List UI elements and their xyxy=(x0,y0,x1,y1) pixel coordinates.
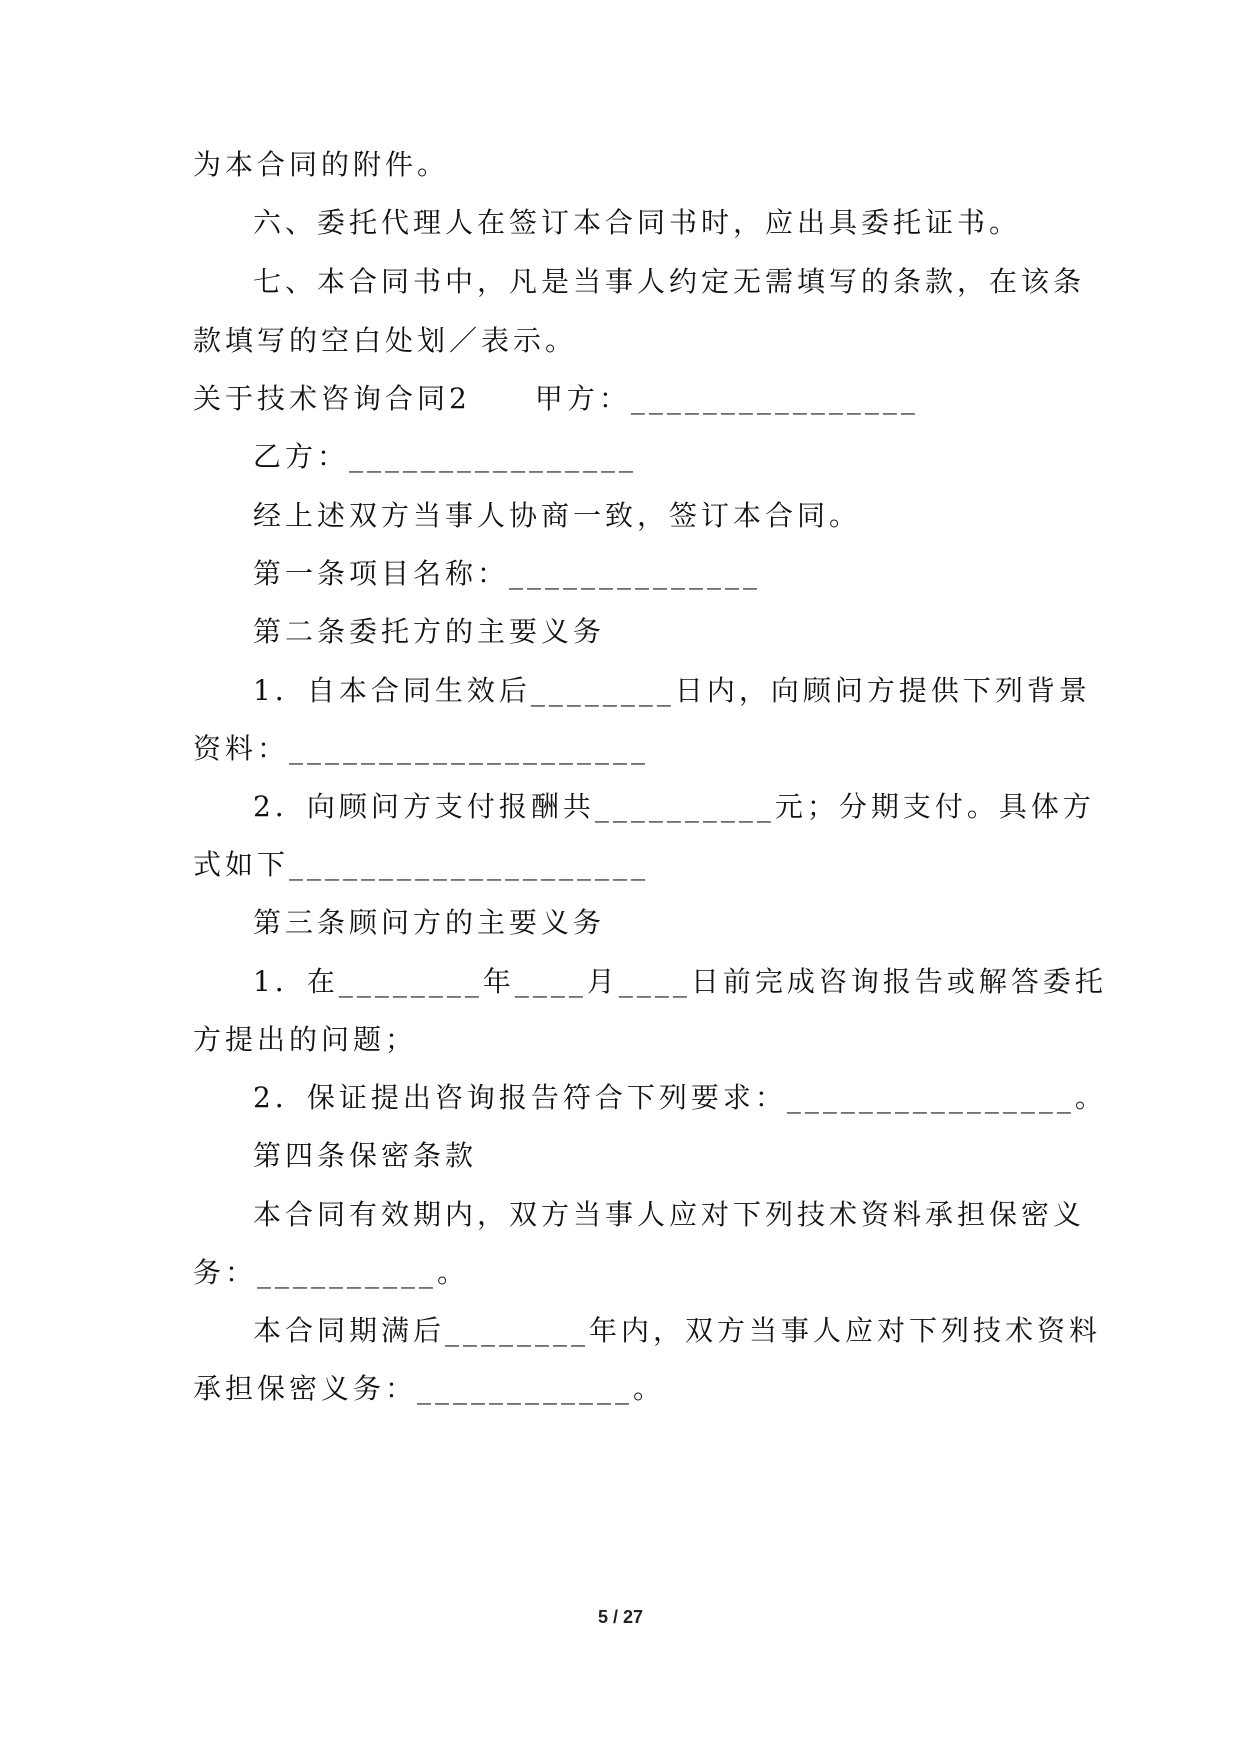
paragraph-line: 式如下____________________ xyxy=(193,848,650,881)
heading-line xyxy=(193,379,919,419)
paragraph-line: 1．在________年____月____日前完成咨询报告或解答委托 xyxy=(253,965,1107,998)
page-number: 5 / 27 xyxy=(597,1607,644,1627)
paragraph-line: 2．向顾问方支付报酬共__________元；分期支付。具体方 xyxy=(253,790,1095,823)
section-heading: 第四条保密条款 xyxy=(253,1139,478,1172)
paragraph-line: 为本合同的附件。 xyxy=(193,148,450,181)
section-heading: 第二条委托方的主要义务 xyxy=(253,615,606,648)
paragraph-line: 经上述双方当事人协商一致，签订本合同。 xyxy=(253,499,862,532)
paragraph-line: 第一条项目名称：______________ xyxy=(253,557,762,590)
paragraph-line: 2．保证提出咨询报告符合下列要求：________________。 xyxy=(253,1081,1107,1114)
paragraph-line: 六、委托代理人在签订本合同书时，应出具委托证书。 xyxy=(253,206,1022,239)
paragraph-line: 承担保密义务：____________。 xyxy=(193,1372,666,1405)
paragraph-line: 七、本合同书中，凡是当事人约定无需填写的条款，在该条 xyxy=(253,265,1086,298)
section-heading: 第三条顾问方的主要义务 xyxy=(253,906,606,939)
paragraph-line: 1．自本合同生效后________日内，向顾问方提供下列背景 xyxy=(253,674,1091,707)
paragraph-line: 资料：____________________ xyxy=(193,732,650,765)
party-b-line: 乙方：________________ xyxy=(253,440,638,473)
paragraph-line: 本合同有效期内，双方当事人应对下列技术资料承担保密义 xyxy=(253,1198,1086,1231)
contract-title: 关于技术咨询合同2 xyxy=(193,382,471,415)
paragraph-line: 务：__________。 xyxy=(193,1256,470,1289)
paragraph-line: 方提出的问题； xyxy=(193,1023,418,1056)
party-a-line: 甲方：________________ xyxy=(534,382,919,415)
paragraph-line: 本合同期满后________年内，双方当事人应对下列技术资料 xyxy=(253,1314,1102,1347)
paragraph-line: 款填写的空白处划／表示。 xyxy=(193,324,578,357)
